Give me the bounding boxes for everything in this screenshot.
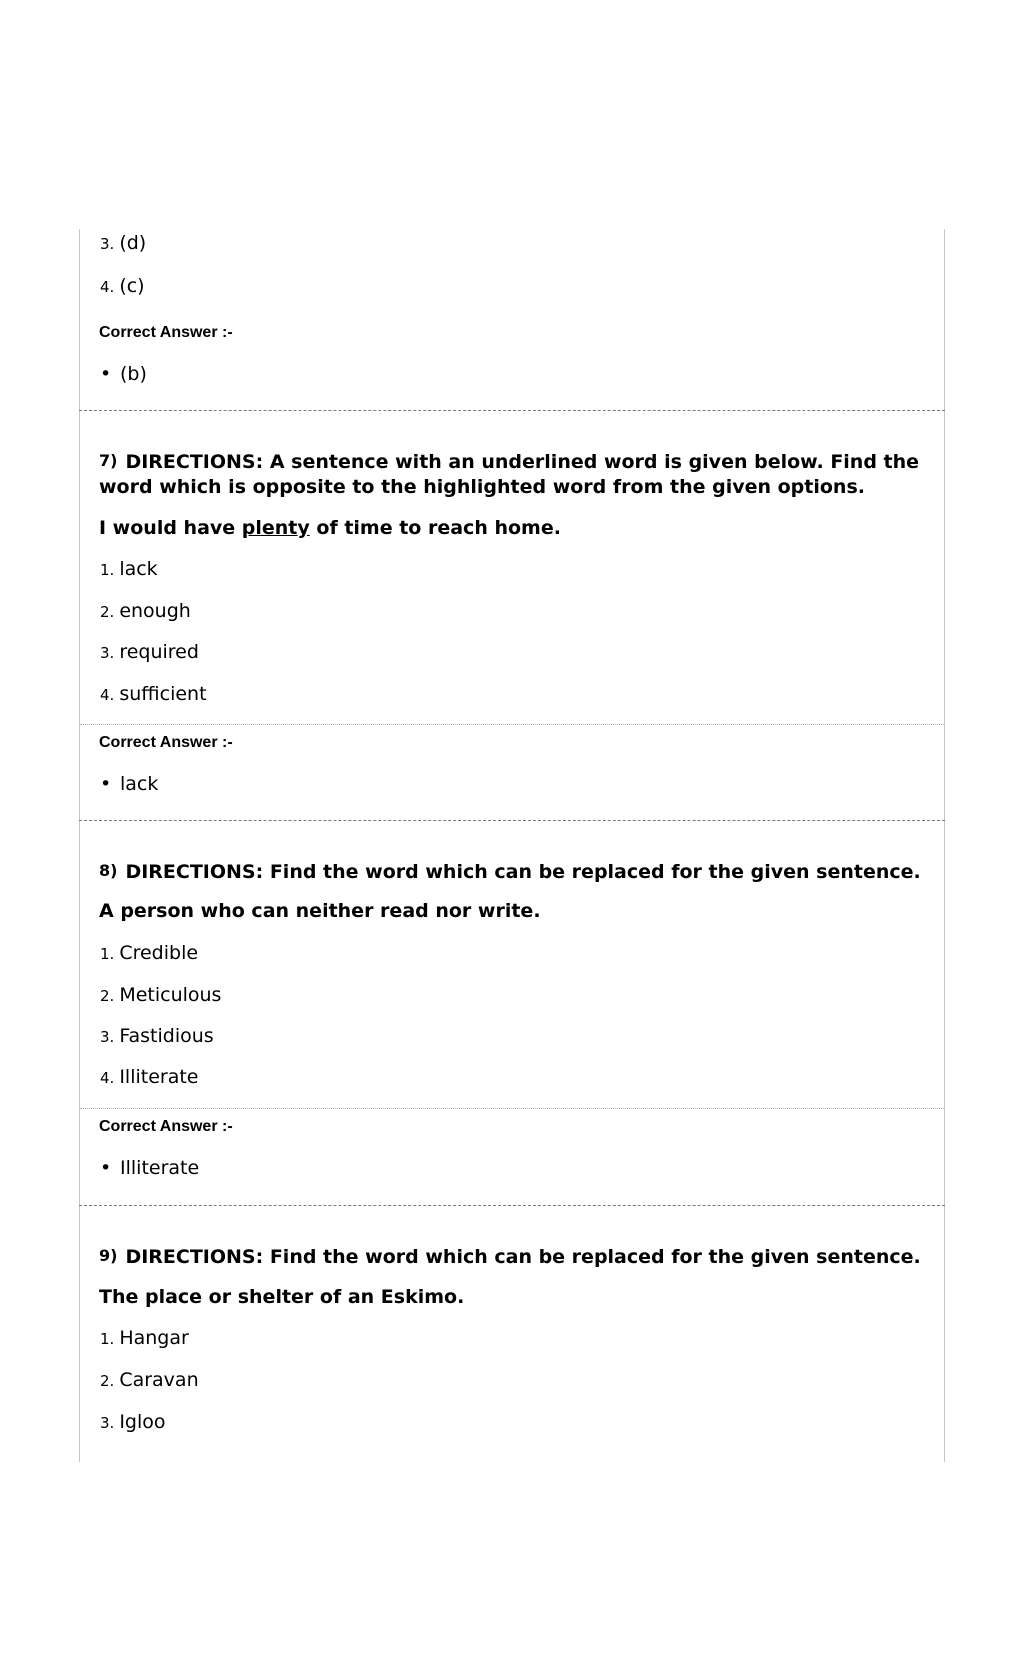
correct-answer-label: Correct Answer :-	[99, 734, 233, 751]
option-4[interactable]: 4. (c)	[100, 275, 145, 297]
answer-divider	[80, 724, 944, 725]
q7-option-3[interactable]: 3. required	[100, 641, 199, 663]
underlined-word: plenty	[241, 517, 310, 539]
question-7-sentence: I would have plenty of time to reach home.	[99, 517, 561, 539]
q8-option-2[interactable]: 2. Meticulous	[100, 984, 222, 1006]
question-9-sentence: The place or shelter of an Eskimo.	[99, 1286, 465, 1308]
question-7-directions: 7) DIRECTIONS: A sentence with an underlined word is given below. Find the word which is opposite to the highlighted word from the given options.	[99, 451, 920, 498]
bullet-icon: •	[100, 363, 112, 385]
question-separator	[79, 820, 945, 821]
q9-option-3[interactable]: 3. Igloo	[100, 1411, 166, 1433]
bullet-icon: •	[100, 1157, 112, 1179]
option-3[interactable]: 3. (d)	[100, 232, 147, 254]
bullet-icon: •	[100, 773, 112, 795]
q7-option-4[interactable]: 4. sufficient	[100, 683, 207, 705]
question-8-directions: 8) DIRECTIONS: Find the word which can be replaced for the given sentence.	[99, 861, 921, 883]
q9-option-1[interactable]: 1. Hangar	[100, 1327, 189, 1349]
q9-option-2[interactable]: 2. Caravan	[100, 1369, 199, 1391]
correct-answer-value: • Illiterate	[100, 1157, 200, 1179]
correct-answer-value: • lack	[100, 773, 159, 795]
q7-option-1[interactable]: 1. lack	[100, 558, 158, 580]
q8-option-3[interactable]: 3. Fastidious	[100, 1025, 214, 1047]
question-separator	[79, 1205, 945, 1206]
correct-answer-label: Correct Answer :-	[99, 324, 233, 341]
q8-option-1[interactable]: 1. Credible	[100, 942, 199, 964]
correct-answer-label: Correct Answer :-	[99, 1118, 233, 1135]
q7-option-2[interactable]: 2. enough	[100, 600, 191, 622]
question-8-sentence: A person who can neither read nor write.	[99, 900, 541, 922]
correct-answer-value: • (b)	[100, 363, 147, 385]
q8-option-4[interactable]: 4. Illiterate	[100, 1066, 199, 1088]
question-9-directions: 9) DIRECTIONS: Find the word which can be replaced for the given sentence.	[99, 1246, 921, 1268]
answer-divider	[80, 1108, 944, 1109]
question-separator	[79, 410, 945, 411]
question-frame	[79, 229, 945, 1462]
